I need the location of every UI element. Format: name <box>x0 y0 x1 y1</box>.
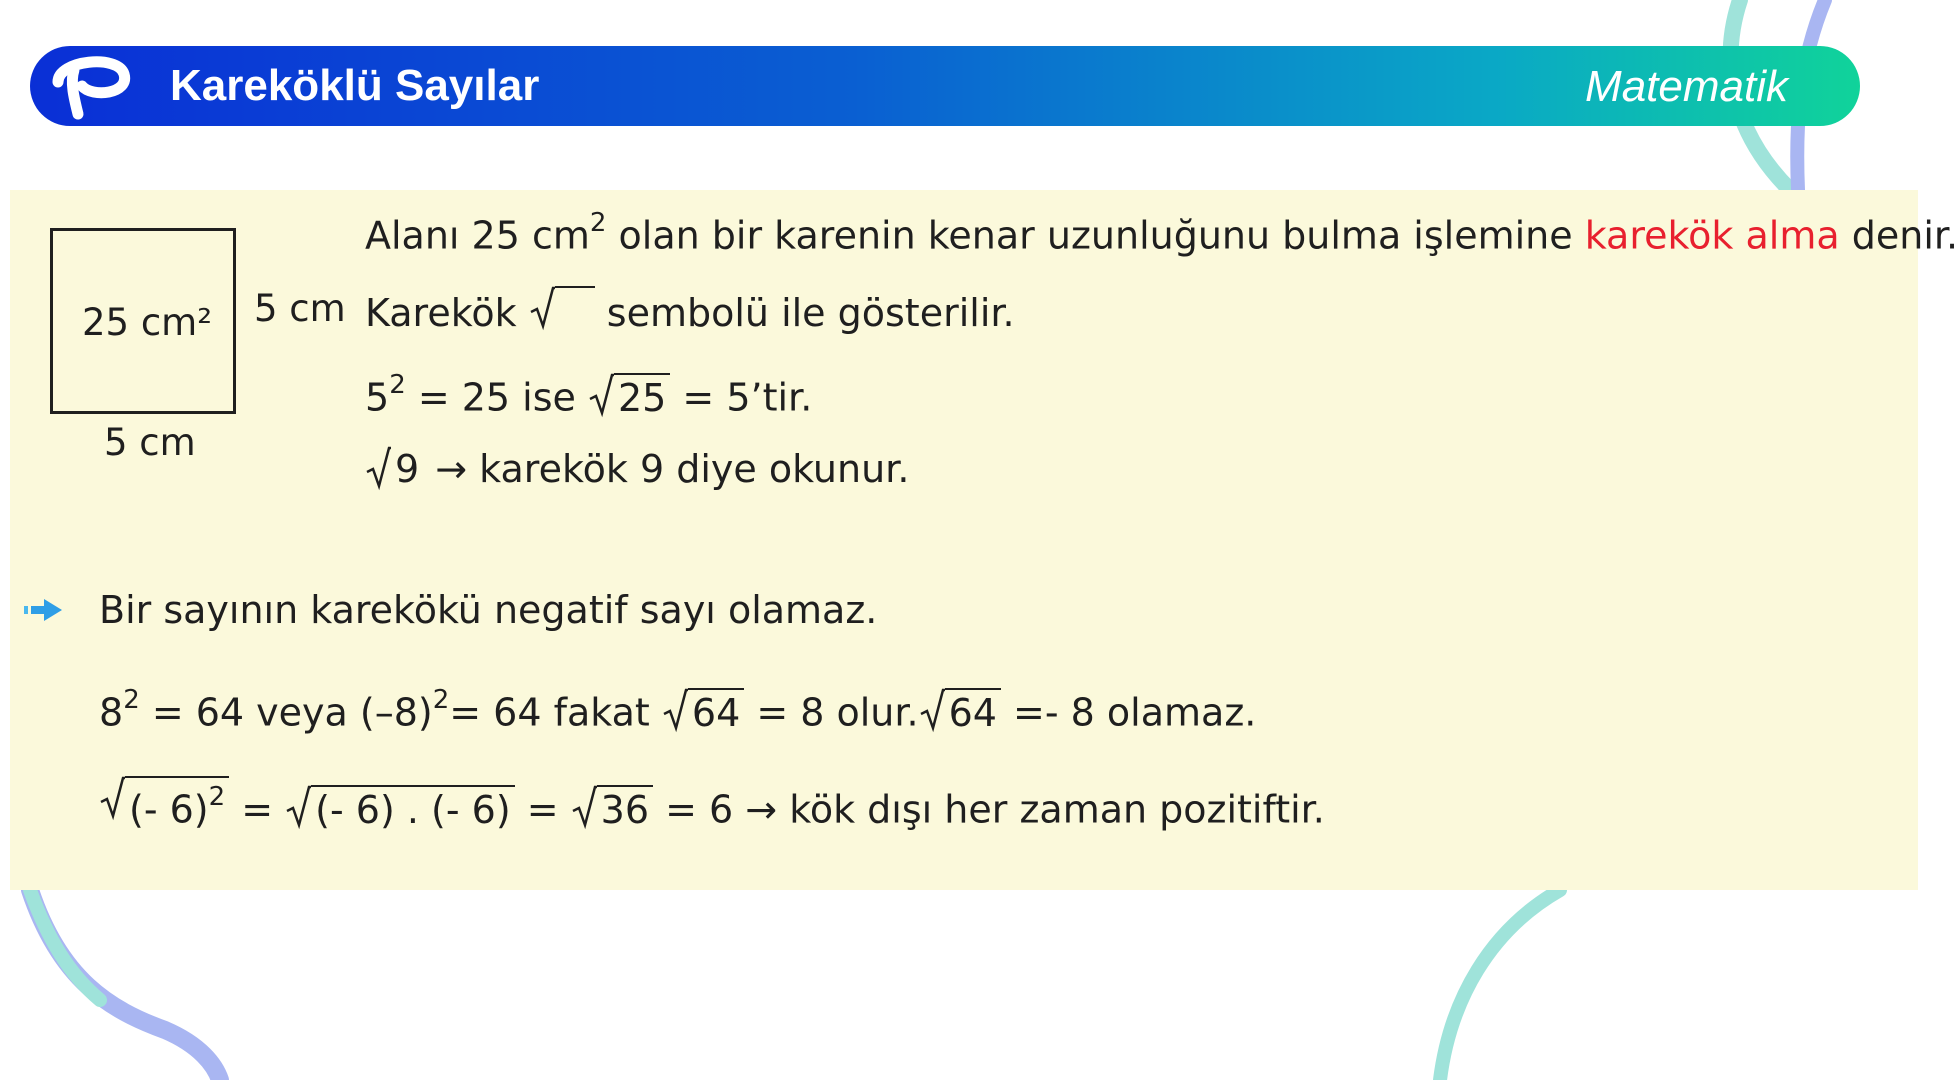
radical-symbol <box>529 286 595 336</box>
bottom-length-label: 5 cm <box>104 421 196 464</box>
sqrt-minus6-squared: (- 6)$^2$ <box>99 776 229 833</box>
rule-equation-1: $8^2 = 64$ veya $(-8)^2= 64$ fakat 64 = 8 olur. 64 =- 8 olamaz. <box>99 685 1257 735</box>
sqrt-64-second: 64 <box>919 688 1001 736</box>
definition-line-3: $5^2 = 25$ ise 25 = 5’tir. <box>365 370 813 420</box>
p-logo-icon <box>48 52 140 120</box>
sqrt-minus6-product: (- 6) . (- 6) <box>285 785 514 833</box>
definition-line-4: 9 → karekök 9 diye okunur. <box>365 446 909 492</box>
sqrt-64: 64 <box>662 688 744 736</box>
area-label: 25 cm² <box>82 301 213 344</box>
page-title: Kareköklü Sayılar <box>170 61 540 110</box>
rule-statement: Bir sayının karekökü negatif sayı olamaz. <box>99 588 878 632</box>
header-bar <box>30 46 1860 126</box>
sqrt-25: 25 <box>588 373 670 421</box>
definition-line-2: Karekök sembolü ile gösterilir. <box>365 286 1015 336</box>
subject-label: Matematik <box>1585 62 1788 111</box>
sqrt-36: 36 <box>571 785 653 833</box>
sqrt-9: 9 <box>365 446 423 492</box>
rule-equation-2: (- 6)$^2$ = (- 6) . (- 6) = 36 = 6 → kök dışı her zaman pozitiftir. <box>99 776 1325 833</box>
side-length-label: 5 cm <box>254 287 346 330</box>
definition-line-1: Alanı 25 $cm^2$ olan bir karenin kenar uzunluğunu bulma işlemine karekök alma denir. <box>365 208 1958 258</box>
highlight-term: karekök alma <box>1584 213 1840 258</box>
right-arrow-icon <box>22 597 64 623</box>
